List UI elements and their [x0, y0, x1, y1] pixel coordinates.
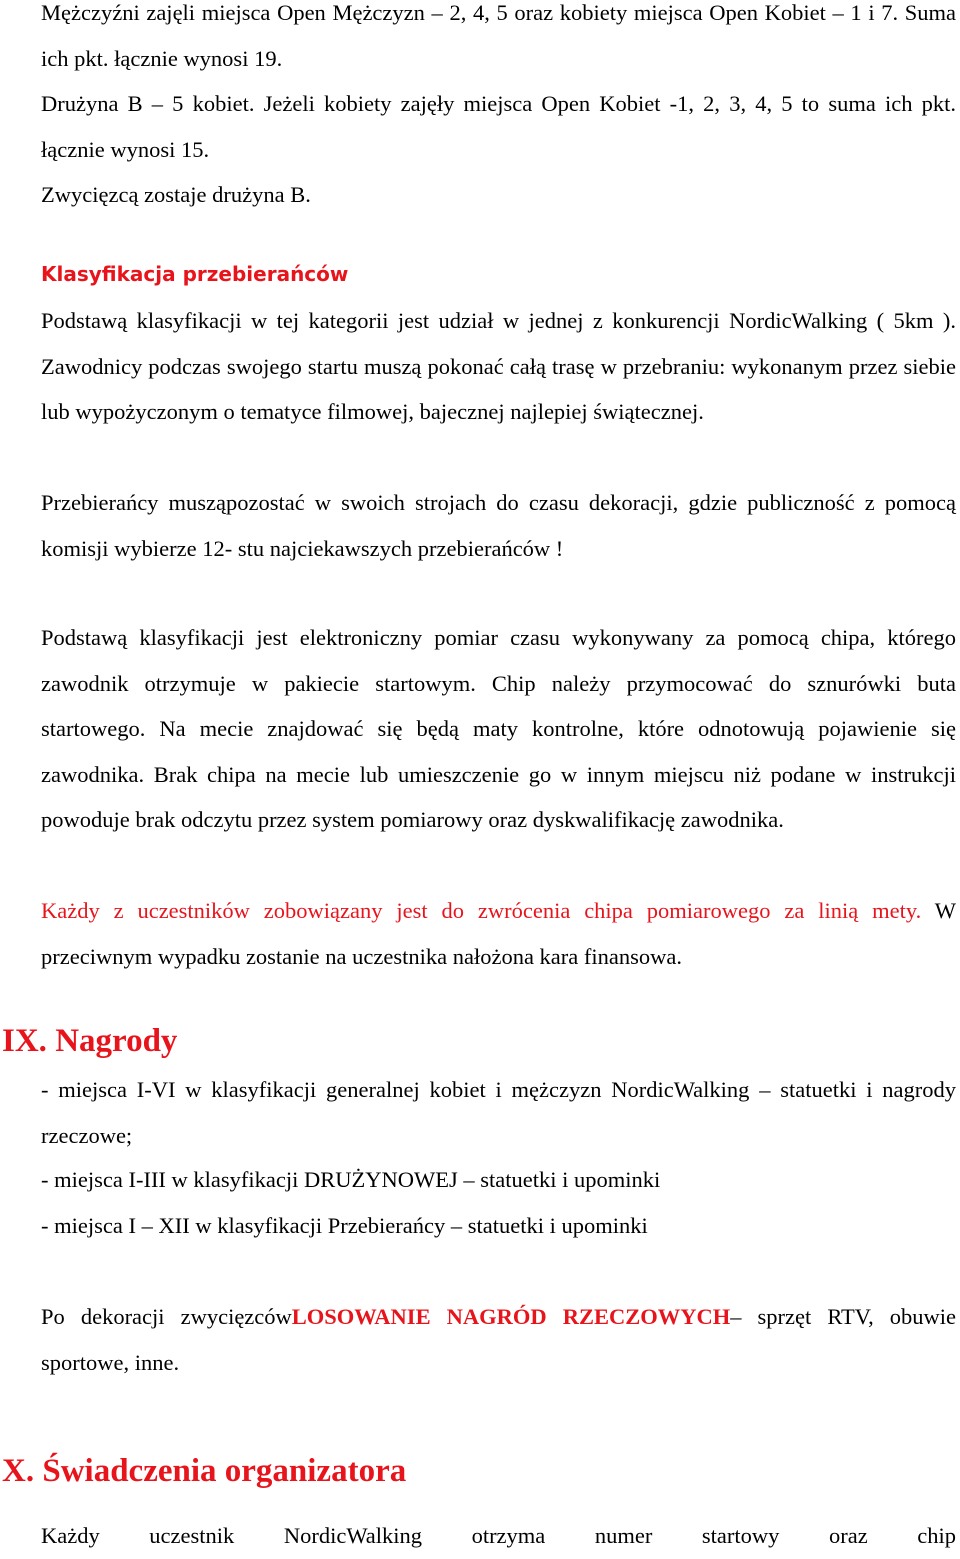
losowanie-highlight: LOSOWANIE NAGRÓD RZECZOWYCH: [291, 1304, 731, 1329]
chip-para-c: Na mecie znajdować się będą maty kontrolne, które odnotowują pojawienie się zawodnika.: [41, 716, 956, 787]
losowanie-prefix: Po dekoracji zwycięzców: [41, 1304, 292, 1329]
losowanie-paragraph: [41, 1294, 956, 1385]
swiadczenia-line-1: Każdy uczestnik NordicWalking otrzyma numer startowy oraz chip: [41, 1523, 956, 1548]
przebierancy-heading: [41, 251, 956, 298]
chip-return-red-text: Każdy z uczestników zobowiązany jest do zwrócenia chipa pomiarowego za linią mety.: [41, 898, 922, 923]
section-ix-number: IX.: [2, 1023, 47, 1059]
chip-penalty-text: W przeciwnym wypadku zostanie na uczestnika nałożona kara finansowa.: [41, 898, 956, 969]
przebierancy-paragraph-2: Przebierańcy musząpozostać w swoich strojach do czasu dekoracji, gdzie publiczność z pomocą komisji wybierze 12- stu najciekawszych przebierańców !: [41, 490, 956, 561]
chip-para-a: Podstawą klasyfikacji jest elektroniczny pomiar czasu wykonywany za pomocą chipa, którego zawodnik otrzymuje w pakiecie startowym.: [41, 625, 956, 696]
przebierancy-heading-text: Klasyfikacja przebierańców: [41, 262, 349, 286]
nagrody-item-2: - miejsca I-III w klasyfikacji DRUŻYNOWEJ – statuetki i upominki: [41, 1167, 661, 1192]
section-ix-title: Nagrody: [55, 1023, 178, 1059]
intro-team-b-paragraph: Drużyna B – 5 kobiet. Jeżeli kobiety zajęły miejsca Open Kobiet -1, 2, 3, 4, 5 to suma ich pkt. łącznie wynosi 15.: [41, 91, 956, 162]
intro-men-paragraph: Mężczyźni zajęli miejsca Open Mężczyzn – 2, 4, 5 oraz kobiety miejsca Open Kobiet – 1 i 7. Suma ich pkt. łącznie wynosi 19.: [41, 0, 956, 71]
chip-para-b: Chip należy przymocować do sznurówki buta startowego.: [41, 670, 956, 741]
chip-paragraph: [41, 615, 956, 843]
losowanie-suffix: – sprzęt RTV, obuwie sportowe, inne.: [41, 1304, 956, 1375]
przebierancy-paragraph-1: [41, 298, 956, 435]
section-ix-heading: [2, 1021, 177, 1061]
nagrody-item-1: - miejsca I-VI w klasyfikacji generalnej kobiet i mężczyzn NordicWalking – statuetki i nagrody rzeczowe;: [41, 1077, 956, 1148]
section-x-heading: [2, 1451, 406, 1491]
section-x-number: X.: [2, 1453, 35, 1489]
chip-para-d: Brak chipa na mecie lub umieszczenie go w innym miejscu niż podane w instrukcji powoduje brak odczytu przez system pomiarowy oraz dyskwalifikację zawodnika.: [41, 761, 956, 832]
chip-return-paragraph: [41, 888, 956, 979]
intro-winner-line: Zwycięzcą zostaje drużyna B.: [41, 182, 311, 207]
nagrody-item-3: - miejsca I – XII w klasyfikacji Przebierańcy – statuetki i upominki: [41, 1213, 648, 1238]
przebierancy-para1-b: Zawodnicy podczas swojego startu muszą pokonać całą trasę w przebraniu: wykonanym przez siebie lub wypożyczonym o tematyce filmowej, bajecznej najlepiej świątecznej.: [41, 353, 956, 424]
section-x-title: Świadczenia organizatora: [42, 1453, 407, 1489]
przebierancy-para1-a: Podstawą klasyfikacji w tej kategorii jest udział w jednej z konkurencji NordicWalking ( 5km ).: [41, 308, 956, 333]
